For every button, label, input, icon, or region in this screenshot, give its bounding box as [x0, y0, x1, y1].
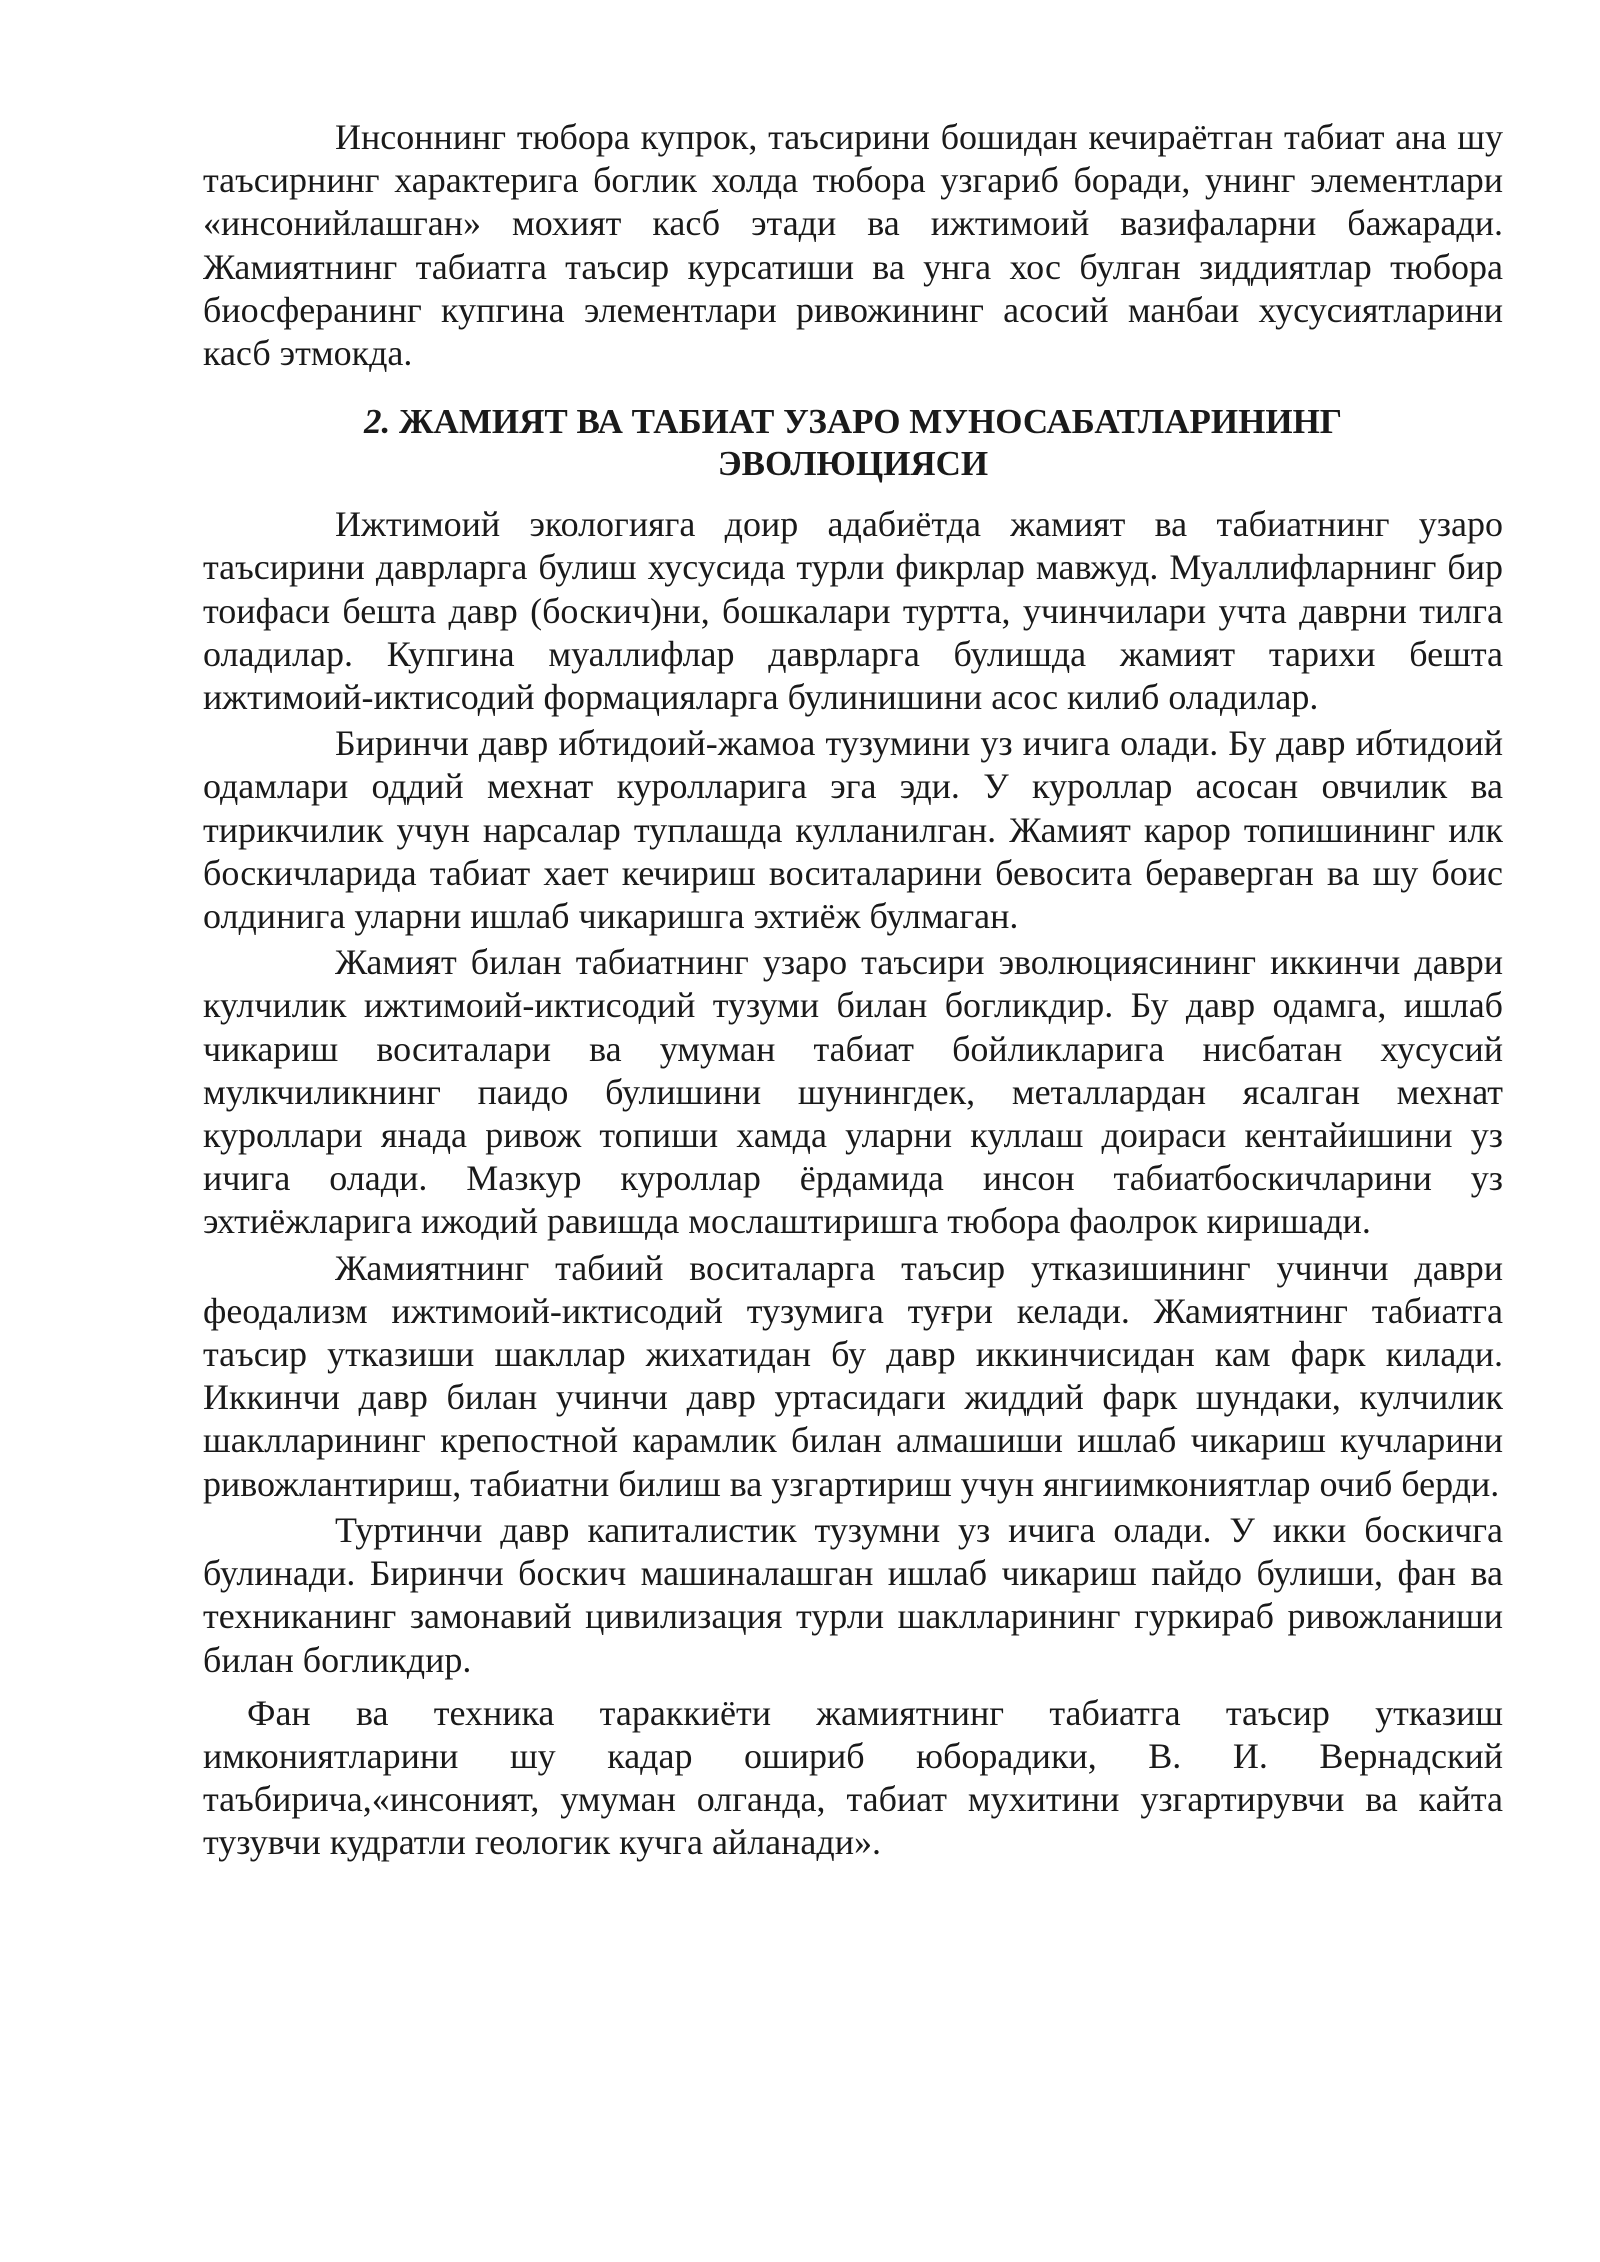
section-heading [203, 401, 1503, 485]
body-paragraph: Биринчи давр ибтидоий-жамоа тузумини уз ичига олади. Бу давр ибтидоий одамлари оддий мехнат куролларига эга эди. У куроллар асосан овчилик ва тирикчилик учун нарсалар туплашда кулланилган. Жамият карор топишининг илк боскичларида табиат хает кечириш воситаларини бевосита бераверган ва шу боис олдинига уларни ишлаб чикаришга эхтиёж булмаган. [203, 723, 1503, 937]
section-number: 2. [363, 402, 391, 442]
body-paragraph: Ижтимоий экологияга доир адабиётда жамият ва табиатнинг узаро таъсирини даврларга булиш хусусида турли фикрлар мавжуд. Муаллифларнинг бир тоифаси бешта давр (боскич)ни, бошкалари туртта, учинчилари учта даврни тилга оладилар. Купгина муаллифлар даврларга булишда жамият тарихи бешта ижтимоий-иктисодий формацияларга булинишини асос килиб оладилар. [203, 504, 1503, 718]
body-paragraph: Жамиятнинг табиий воситаларга таъсир утказишининг учинчи даври феодализм ижтимоий-иктисодий тузумига туғри келади. Жамиятнинг табиатга таъсир утказиши шакллар жихатидан бу давр иккинчисидан кам фарк килади. Иккинчи давр билан учинчи давр уртасидаги жиддий фарк шундаки, кулчилик шаклларининг крепостной карамлик билан алмашиши ишлаб чикариш кучларини ривожлантириш, табиатни билиш ва узгартириш учун янгиимкониятлар очиб берди. [203, 1247, 1503, 1504]
body-paragraph: Жамият билан табиатнинг узаро таъсири эволюциясининг иккинчи даври кулчилик ижтимоий-иктисодий тузуми билан богликдир. Бу давр одамга, ишлаб чикариш воситалари ва умуман табиат бойликларига нисбатан хусусий мулкчиликнинг паидо булишини шунингдек, металлардан ясалган мехнат куроллари янада ривож топиши хамда уларни куллаш доираси кентайишини уз ичига олади. Мазкур куроллар ёрдамида инсон табиатбоскичларини уз эхтиёжларига ижодий равишда мослаштиришга тюбора фаолрок киришади. [203, 942, 1503, 1242]
closing-paragraph: Фан ва техника тараккиёти жамиятнинг табиатга таъсир утказиш имкониятларини шу кадар ошириб юборадики, В. И. Вернадский таъбирича,«инсоният, умуман олганда, табиат мухитини узгартирувчи ва кайта тузувчи кудратли геологик кучга айланади». [203, 1692, 1503, 1863]
document-body [203, 116, 1503, 1868]
section-title-line-2: ЭВОЛЮЦИЯСИ [717, 444, 989, 484]
intro-paragraph: Инсоннинг тюбора купрок, таъсирини бошидан кечираётган табиат ана шу таъсирнинг характерига боглик холда тюбора узгариб боради, унинг элементлари «инсонийлашган» мохият касб этади ва ижтимоий вазифаларни бажаради. Жамиятнинг табиатга таъсир курсатиши ва унга хос булган зиддиятлар тюбора биосферанинг купгина элементлари ривожининг асосий манбаи хусусиятларини касб этмокда. [203, 117, 1503, 374]
section-heading-line-1 [203, 401, 1503, 443]
body-paragraph: Туртинчи давр капиталистик тузумни уз ичига олади. У икки боскичга булинади. Биринчи боскич машиналашган ишлаб чикариш пайдо булиши, фан ва техниканинг замонавий цивилизация турли шаклларининг гуркираб ривожланиши билан богликдир. [203, 1509, 1503, 1680]
section-title-line-1: ЖАМИЯТ ВА ТАБИАТ УЗАРО МУНОСАБАТЛАРИНИНГ [398, 402, 1343, 442]
